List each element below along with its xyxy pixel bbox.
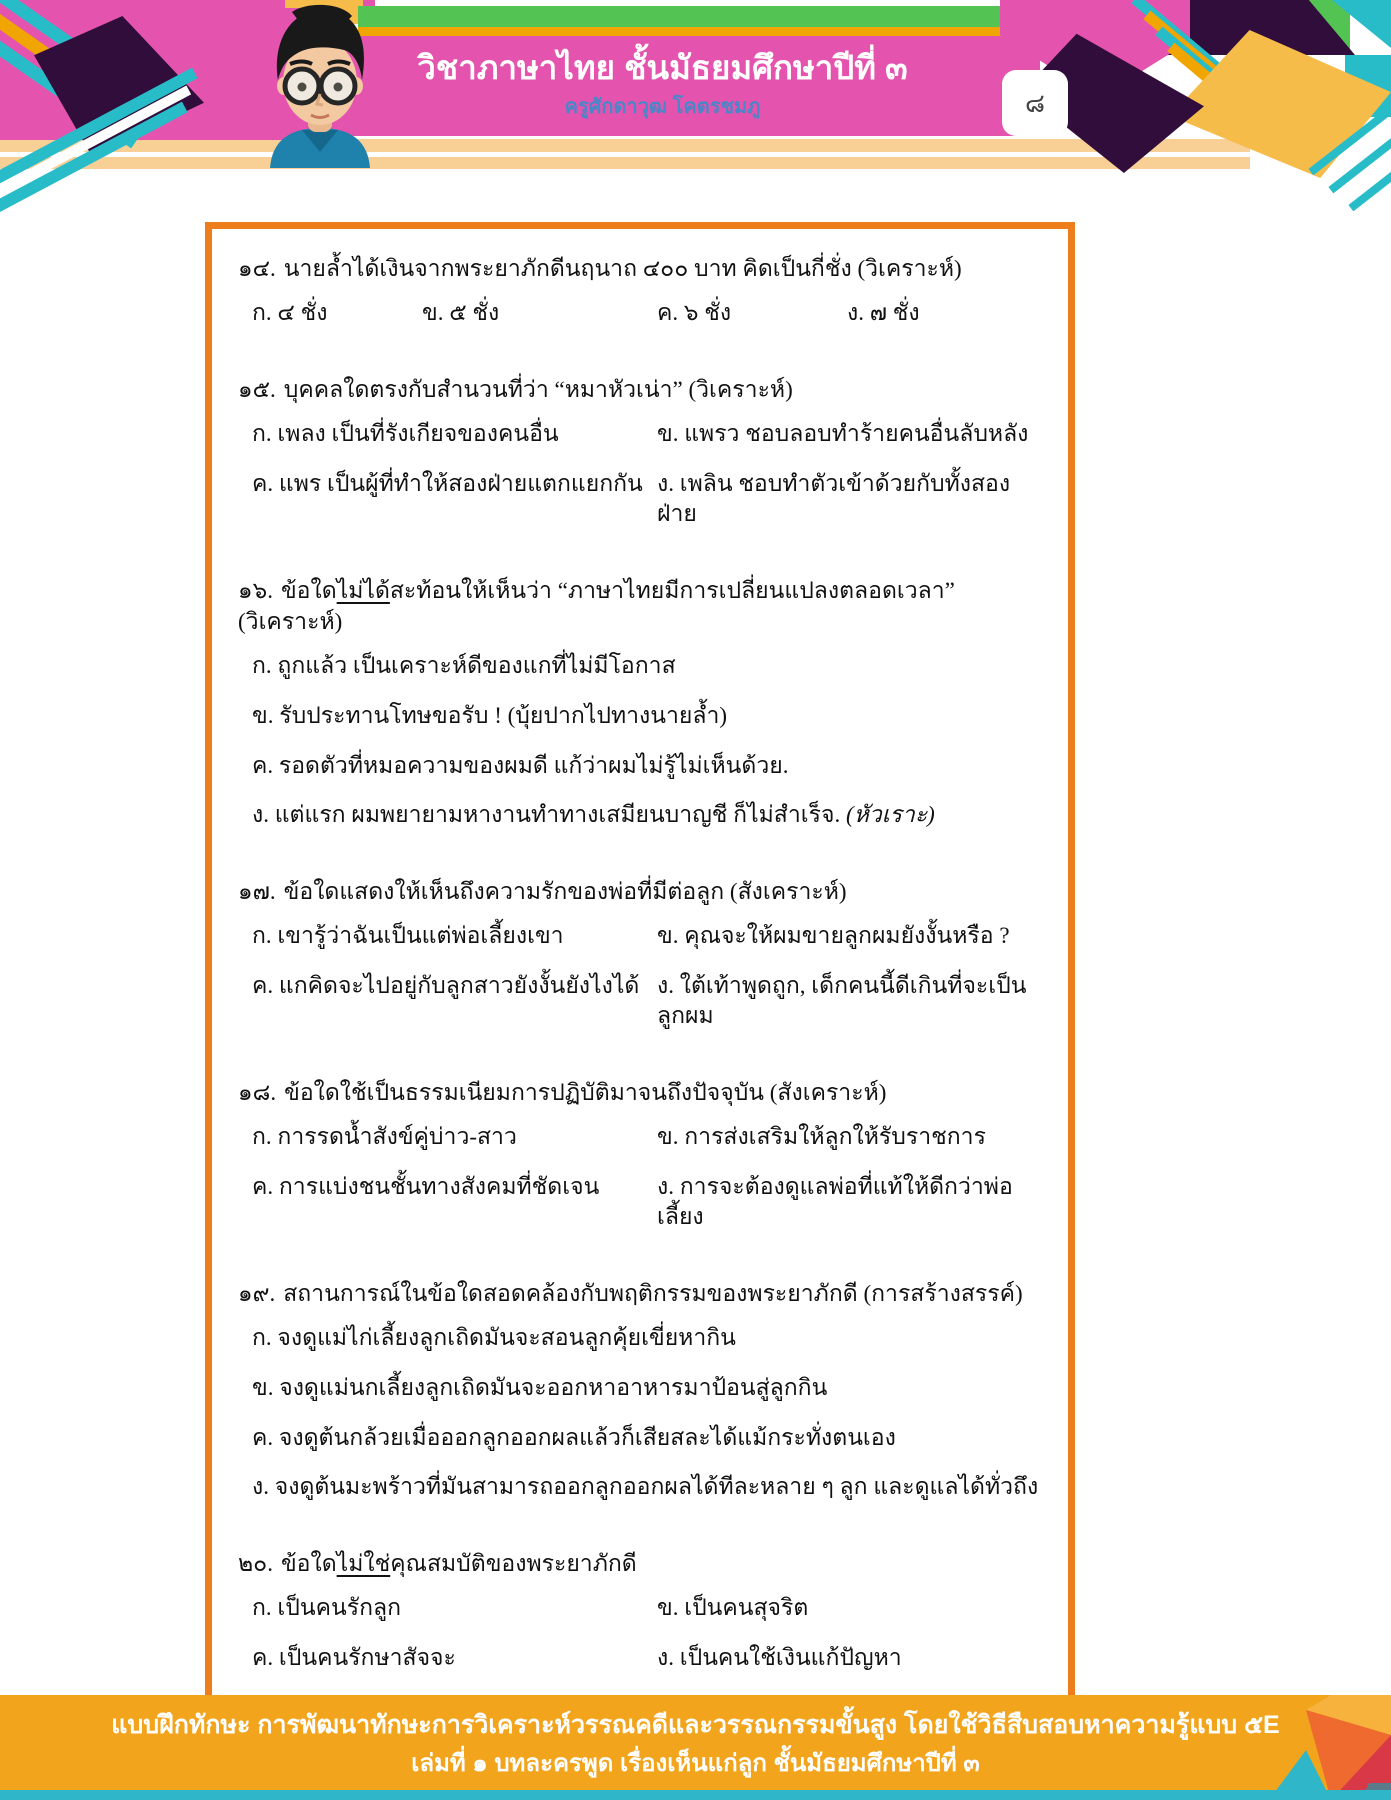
question-number: ๑๕. — [238, 376, 276, 402]
question-text — [238, 876, 1042, 907]
footer-line2: เล่มที่ ๑ บทละครพูด เรื่องเห็นแก่ลูก ชั้นมัธยมศึกษาปีที่ ๓ — [411, 1750, 980, 1777]
page-header — [0, 0, 1391, 175]
option: ข. ๕ ชั่ง — [422, 300, 500, 326]
teacher-avatar-icon — [248, 2, 392, 168]
options — [238, 921, 1042, 1031]
question-text — [238, 253, 1042, 284]
option: ค. รอดตัวที่หมอความของผมดี แก้ว่าผมไม่รู้ไม่เห็นด้วย. — [252, 752, 789, 778]
option: ข. รับประทานโทษขอรับ ! (บุ้ยปากไปทางนายล้ำ) — [252, 702, 728, 728]
question-text — [238, 575, 1042, 637]
teacher-name: ครูศักดาวุฒ โคตรชมภู — [564, 96, 761, 119]
option: ข. เป็นคนสุจริต — [657, 1595, 809, 1621]
question-pre: ข้อใด — [280, 1551, 337, 1577]
options — [238, 298, 1042, 328]
options — [238, 1122, 1042, 1232]
option: ง. จงดูต้นมะพร้าวที่มันสามารถออกลูกออกผลได้ทีละหลาย ๆ ลูก และดูแลได้ทั่วถึง — [252, 1474, 1039, 1500]
footer-bottom-strip — [0, 1790, 1391, 1800]
question-block — [238, 876, 1042, 1031]
page-number: ๘ — [1024, 88, 1046, 118]
question-number: ๑๘. — [238, 1080, 277, 1106]
options — [238, 1323, 1042, 1503]
option: ข. คุณจะให้ผมขายลูกผมยังงั้นหรือ ? — [657, 923, 1010, 949]
options — [238, 419, 1042, 529]
header-decoration — [0, 139, 1250, 152]
question-block — [238, 253, 1042, 328]
option: ค. เป็นคนรักษาสัจจะ — [252, 1645, 456, 1671]
footer-line1: แบบฝึกทักษะ การพัฒนาทักษะการวิเคราะห์วรรณคดีและวรรณกรรมขั้นสูง โดยใช้วิธีสืบสอบหาความรู้แบบ ๕E — [111, 1711, 1280, 1739]
option: ค. ๖ ชั่ง — [657, 300, 732, 326]
option: ก. จงดูแม่ไก่เลี้ยงลูกเถิดมันจะสอนลูกคุ้ยเขี่ยหากิน — [252, 1324, 736, 1350]
footer-decoration — [1211, 1695, 1391, 1800]
question-number: ๑๔. — [238, 256, 276, 281]
option: ง. การจะต้องดูแลพ่อที่แท้ให้ดีกว่าพ่อเลี้ยง — [657, 1173, 1013, 1229]
option: ข. แพรว ชอบลอบทำร้ายคนอื่นลับหลัง — [657, 420, 1029, 446]
option: ง. ๗ ชั่ง — [847, 300, 920, 326]
option: ข. การส่งเสริมให้ลูกให้รับราชการ — [657, 1124, 986, 1150]
option: ง. เป็นคนใช้เงินแก้ปัญหา — [657, 1645, 902, 1671]
option: ง. ใต้เท้าพูดถูก, เด็กคนนี้ดีเกินที่จะเป็นลูกผม — [657, 973, 1027, 1029]
question-number: ๒๐. — [238, 1551, 273, 1577]
option: ก. ๔ ชั่ง — [252, 300, 328, 326]
question-pre: ข้อใดใช้เป็นธรรมเนียมการปฏิบัติมาจนถึงปัจจุบัน (สังเคราะห์) — [284, 1080, 887, 1106]
question-number: ๑๖. — [238, 577, 273, 603]
option: ง. เพลิน ชอบทำตัวเข้าด้วยกับทั้งสองฝ่าย — [657, 470, 1011, 526]
question-number: ๑๗. — [238, 879, 276, 905]
header-banner — [285, 36, 1040, 136]
option: ก. เขารู้ว่าฉันเป็นแต่พ่อเลี้ยงเขา — [252, 923, 564, 949]
option: ค. แกคิดจะไปอยู่กับลูกสาวยังงั้นยังไงได้ — [252, 973, 640, 999]
question-post: สะท้อนให้เห็นว่า “ภาษาไทยมีการเปลี่ยนแปลงตลอดเวลา” (วิเคราะห์) — [238, 577, 955, 634]
question-text — [238, 1548, 1042, 1579]
question-block — [238, 1077, 1042, 1232]
questions — [238, 253, 1042, 1673]
option: ค. การแบ่งชนชั้นทางสังคมที่ชัดเจน — [252, 1173, 600, 1199]
options — [238, 651, 1042, 831]
option: ก. เพลง เป็นที่รังเกียจของคนอื่น — [252, 420, 559, 446]
worksheet-box — [205, 222, 1075, 1734]
question-text — [238, 374, 1042, 405]
question-post: คุณสมบัติของพระยาภักดี — [390, 1551, 637, 1577]
option: ก. ถูกแล้ว เป็นเคราะห์ดีของแกที่ไม่มีโอกาส — [252, 652, 676, 678]
option: ง. แต่แรก ผมพยายามหางานทำทางเสมียนบาญชี ก็ไม่สำเร็จ. (หัวเราะ) — [252, 802, 935, 828]
question-underlined-word: ไม่ใช่ — [336, 1551, 391, 1577]
footer-text — [0, 1695, 1391, 1795]
question-pre: นายล้ำได้เงินจากพระยาภักดีนฤนาถ ๔๐๐ บาท คิดเป็นกี่ชั่ง (วิเคราะห์) — [283, 256, 962, 281]
page-footer — [0, 1695, 1391, 1800]
option: ค. จงดูต้นกล้วยเมื่อออกลูกออกผลแล้วก็เสียสละได้แม้กระทั่งตนเอง — [252, 1424, 896, 1450]
option: ค. แพร เป็นผู้ที่ทำให้สองฝ่ายแตกแยกกัน — [252, 470, 643, 496]
question-pre: ข้อใด — [280, 577, 337, 603]
question-block — [238, 1278, 1042, 1503]
header-decoration — [0, 157, 1250, 169]
question-number: ๑๙. — [238, 1280, 276, 1306]
question-pre: ข้อใดแสดงให้เห็นถึงความรักของพ่อที่มีต่อลูก (สังเคราะห์) — [283, 879, 847, 905]
option: ก. เป็นคนรักลูก — [252, 1595, 402, 1621]
question-underlined-word: ไม่ได้ — [336, 577, 390, 603]
stage-direction: (หัวเราะ) — [845, 802, 935, 828]
question-block — [238, 1548, 1042, 1673]
question-text — [238, 1077, 1042, 1108]
options — [238, 1593, 1042, 1673]
question-text — [238, 1278, 1042, 1309]
question-pre: สถานการณ์ในข้อใดสอดคล้องกับพฤติกรรมของพระยาภักดี (การสร้างสรรค์) — [283, 1280, 1023, 1306]
question-pre: บุคคลใดตรงกับสำนวนที่ว่า “หมาหัวเน่า” (วิเคราะห์) — [283, 376, 793, 402]
question-block — [238, 575, 1042, 831]
option: ก. การรดน้ำสังข์คู่บ่าว-สาว — [252, 1124, 517, 1150]
option: ข. จงดูแม่นกเลี้ยงลูกเถิดมันจะออกหาอาหารมาป้อนสู่ลูกกิน — [252, 1374, 828, 1400]
page-number-badge — [1002, 70, 1068, 136]
question-block — [238, 374, 1042, 529]
page-title: วิชาภาษาไทย ชั้นมัธยมศึกษาปีที่ ๓ — [417, 48, 908, 86]
